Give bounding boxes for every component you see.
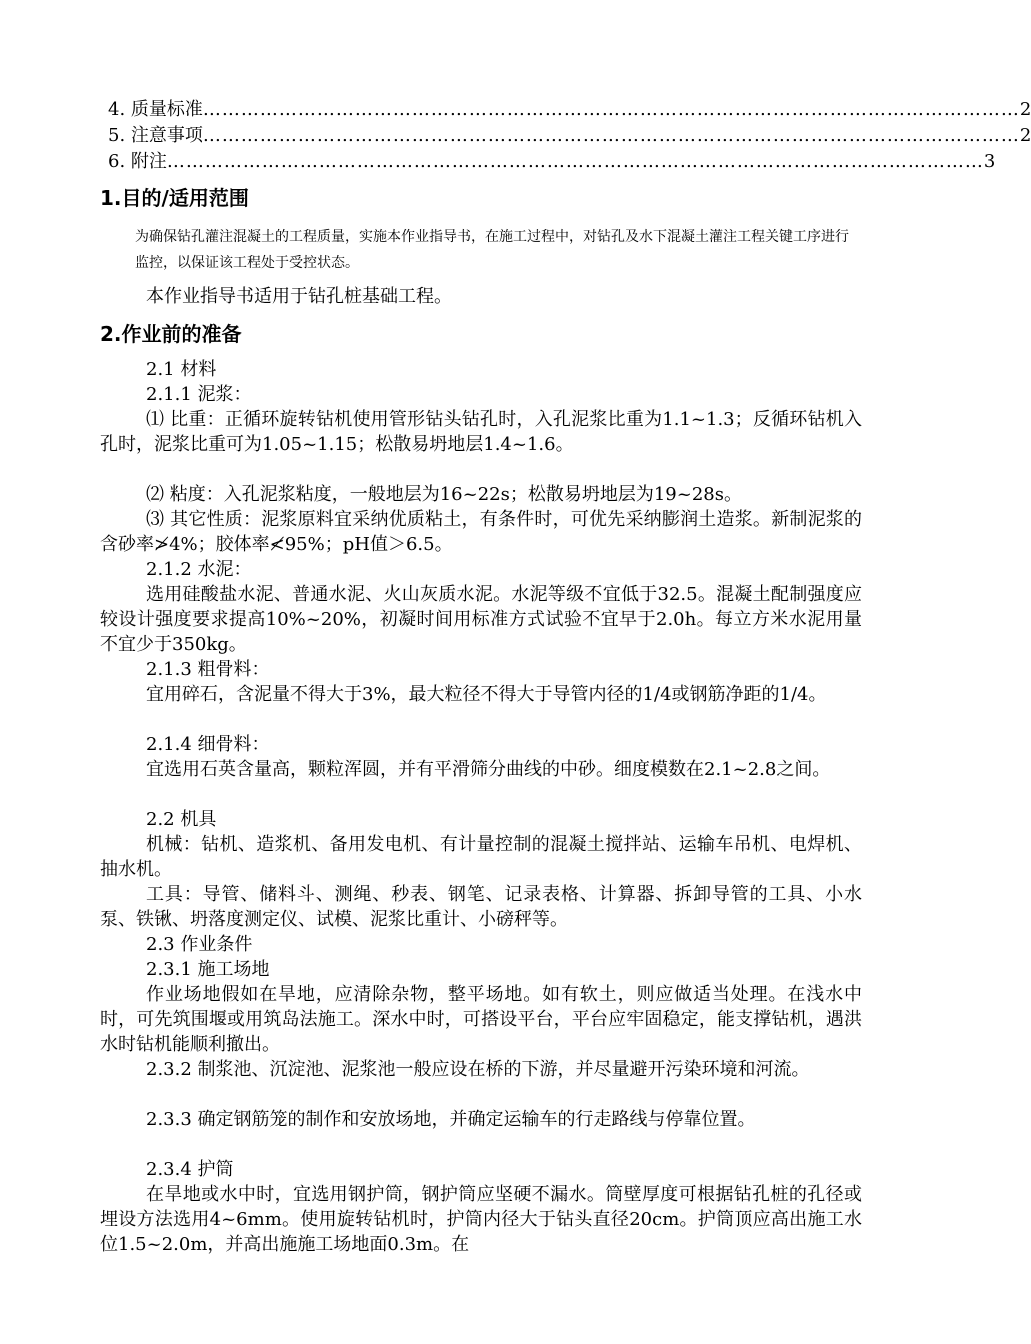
site-paragraph: 作业场地假如在旱地，应清除杂物，整平场地。如有软土，则应做适当处理。在浅水中时，可先筑围堰或用筑岛法施工。深水中时，可搭设平台，平台应牢固稳定，能支撑钻机，遇洪水时钻机能顺利撤出。 xyxy=(100,984,862,1055)
tools-paragraph: 工具：导管、储料斗、测绳、秒表、钢笔、记录表格、计算器、拆卸导管的工具、小水泵、铁锹、坍落度测定仪、试模、泥浆比重计、小磅秤等。 xyxy=(100,884,862,930)
mud-other-properties: ⑶ 其它性质：泥浆原料宜采纳优质粘土，有条件时，可优先采纳膨润土造浆。新制泥浆的含砂率≯4%；胶体率≮95%；pH值＞6.5。 xyxy=(100,509,862,555)
machines-paragraph: 机械：钻机、造浆机、备用发电机、有计量控制的混凝土搅拌站、运输车吊机、电焊机、抽水机。 xyxy=(100,834,862,880)
toc-leader-dots: ………………………………………………………………………………………………………………… xyxy=(202,99,1020,120)
toc-entry-page: 3 xyxy=(983,151,996,172)
fine-aggregate-paragraph: 宜选用石英含量高，颗粒浑圆，并有平滑筛分曲线的中砂。细度模数在2.1~2.8之间。 xyxy=(146,759,831,780)
heading-2-2: 2.2 机具 xyxy=(146,809,217,830)
toc-entry[interactable] xyxy=(108,123,1031,149)
heading-2-1-1: 2.1.1 泥浆： xyxy=(146,384,252,405)
toc-entry[interactable] xyxy=(108,97,1031,123)
toc-entry-page: 2 xyxy=(1019,125,1031,146)
coarse-aggregate-paragraph: 宜用碎石，含泥量不得大于3%，最大粒径不得大于导管内径的1/4或钢筋净距的1/4。 xyxy=(146,684,827,705)
heading-2-1-4: 2.1.4 细骨料： xyxy=(146,734,270,755)
toc-leader-dots: ………………………………………………………………………………………………………………… xyxy=(166,151,984,172)
purpose-paragraph: 为确保钻孔灌注混凝土的工程质量，实施本作业指导书，在施工过程中，对钻孔及水下混凝土灌注工程关键工序进行监控，以保证该工程处于受控状态。 xyxy=(135,229,849,271)
toc-leader-dots: ………………………………………………………………………………………………………………… xyxy=(202,125,1020,146)
cement-paragraph: 选用硅酸盐水泥、普通水泥、火山灰质水泥。水泥等级不宜低于32.5。混凝土配制强度应较设计强度要求提高10%~20%，初凝时间用标准方式试验不宜早于2.0h。每立方米水泥用量不宜少于350kg。 xyxy=(100,584,862,655)
mud-specific-gravity: ⑴ 比重：正循环旋转钻机使用管形钻头钻孔时，入孔泥浆比重为1.1~1.3；反循环钻机入孔时，泥浆比重可为1.05~1.15；松散易坍地层1.4~1.6。 xyxy=(100,409,862,455)
mud-viscosity: ⑵ 粘度：入孔泥浆粘度，一般地层为16~22s；松散易坍地层为19~28s。 xyxy=(146,484,742,505)
heading-2-3: 2.3 作业条件 xyxy=(146,934,253,955)
section-1-heading: 1.目的/适用范围 xyxy=(100,186,249,210)
casing-paragraph: 在旱地或水中时，宜选用钢护筒，钢护筒应坚硬不漏水。筒壁厚度可根据钻孔桩的孔径或埋设方法选用4~6mm。使用旋转钻机时，护筒内径大于钻头直径20cm。护筒顶应高出施工水位1.5~2.0m，并高出施施工场地面0.3m。在 xyxy=(100,1184,862,1255)
toc-entry-label: 5. 注意事项 xyxy=(108,125,203,146)
section-2-heading: 2.作业前的准备 xyxy=(100,322,242,346)
heading-2-1: 2.1 材料 xyxy=(146,359,217,380)
heading-2-1-3: 2.1.3 粗骨料： xyxy=(146,659,270,680)
table-of-contents xyxy=(108,97,1031,175)
paragraph-2-3-2: 2.3.2 制浆池、沉淀池、泥浆池一般应设在桥的下游，并尽量避开污染环境和河流。 xyxy=(146,1059,810,1080)
heading-2-3-1: 2.3.1 施工场地 xyxy=(146,959,270,980)
scope-paragraph: 本作业指导书适用于钻孔桩基础工程。 xyxy=(146,286,452,307)
toc-entry[interactable] xyxy=(108,149,996,175)
toc-entry-label: 4. 质量标准 xyxy=(108,99,203,120)
heading-2-1-2: 2.1.2 水泥： xyxy=(146,559,252,580)
toc-entry-page: 2 xyxy=(1019,99,1031,120)
heading-2-3-4: 2.3.4 护筒 xyxy=(146,1159,234,1180)
paragraph-2-3-3: 2.3.3 确定钢筋笼的制作和安放场地，并确定运输车的行走路线与停靠位置。 xyxy=(146,1109,756,1130)
toc-entry-label: 6. 附注 xyxy=(108,151,167,172)
